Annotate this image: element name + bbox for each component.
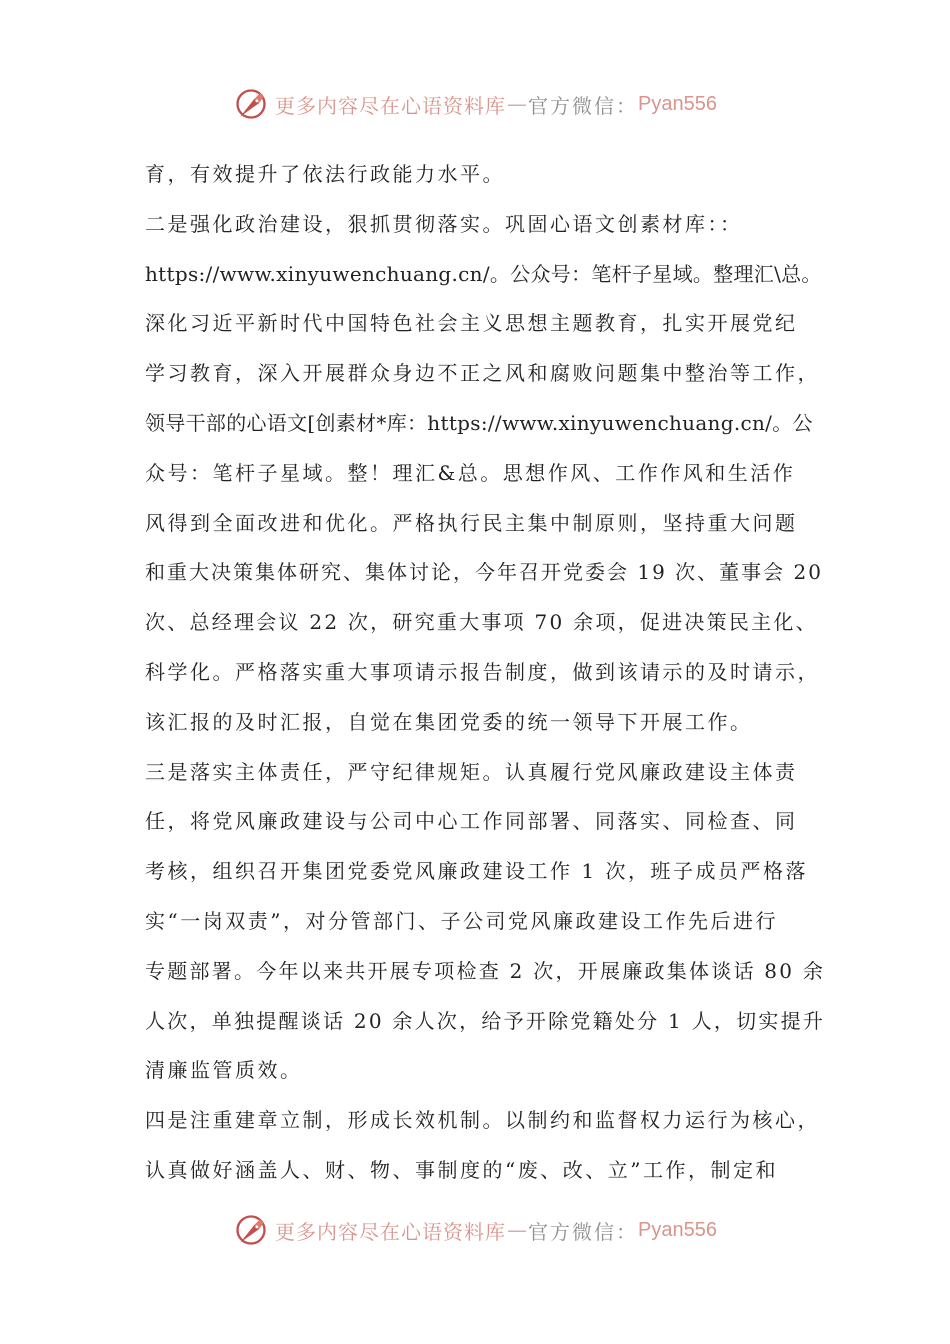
text-line: 领导干部的心语文[创素材*库：https://www.xinyuwenchuang.cn/。公 <box>145 410 813 435</box>
text-line: 育，有效提升了依法行政能力水平。 <box>145 162 505 186</box>
text-line: 二是强化政治建设，狠抓贯彻落实。巩固心语文创素材库：： <box>145 211 743 236</box>
pen-nib-logo-icon <box>233 86 269 122</box>
banner-wechat-label: 官方微信： <box>528 1219 639 1244</box>
text-line: 考核，组织召开集团党委党风廉政建设工作 1 次，班子成员严格落 <box>145 859 808 884</box>
text-line: 科学化。严格落实重大事项请示报告制度，做到该请示的及时请示， <box>145 659 820 684</box>
text-line: 次、总经理会议 22 次，研究重大事项 70 余项，促进决策民主化、 <box>145 610 818 635</box>
text-line: 实“一岗双责”，对分管部门、子公司党风廉政建设工作先后进行 <box>145 908 778 933</box>
text-line: 和重大决策集体研究、集体讨论，今年召开党委会 19 次、董事会 20 <box>145 560 823 585</box>
text-line: 众号：笔杆子星域。整！理汇&总。思想作风、工作作风和生活作 <box>145 460 796 485</box>
text-line: 该汇报的及时汇报，自觉在集团党委的统一领导下开展工作。 <box>145 709 753 734</box>
banner-wechat-id: Pyan556 <box>638 92 717 115</box>
text-line: 人次，单独提醒谈话 20 余人次，给予开除党籍处分 1 人，切实提升 <box>145 1008 826 1033</box>
banner-dash: — <box>507 1218 528 1242</box>
footer-banner <box>0 1208 950 1252</box>
banner-title: 更多内容尽在心语资料库 <box>275 1219 507 1244</box>
banner-title: 更多内容尽在心语资料库 <box>275 93 507 118</box>
text-line: 深化习近平新时代中国特色社会主义思想主题教育，扎实开展党纪 <box>145 311 798 336</box>
banner-wechat-label: 官方微信： <box>528 93 639 118</box>
text-line: 学习教育，深入开展群众身边不正之风和腐败问题集中整治等工作， <box>145 361 820 386</box>
text-line: https://www.xinyuwenchuang.cn/。公众号：笔杆子星域。整理汇\总。 <box>145 261 822 286</box>
text-line: 三是落实主体责任，严守纪律规矩。认真履行党风廉政建设主体责 <box>145 759 798 784</box>
text-line: 认真做好涵盖人、财、物、事制度的“废、改、立”工作，制定和 <box>145 1157 778 1182</box>
banner-wechat-id: Pyan556 <box>638 1218 717 1241</box>
header-banner <box>0 82 950 126</box>
text-line: 清廉监管质效。 <box>145 1058 303 1083</box>
text-line: 任，将党风廉政建设与公司中心工作同部署、同落实、同检查、同 <box>145 809 798 834</box>
document-body <box>145 150 825 1196</box>
text-line: 风得到全面改进和优化。严格执行民主集中制原则，坚持重大问题 <box>145 510 798 535</box>
banner-dash: — <box>507 92 528 116</box>
pen-nib-logo-icon <box>233 1212 269 1248</box>
text-line: 专题部署。今年以来共开展专项检查 2 次，开展廉政集体谈话 80 余 <box>145 958 826 983</box>
text-line: 四是注重建章立制，形成长效机制。以制约和监督权力运行为核心， <box>145 1108 820 1133</box>
